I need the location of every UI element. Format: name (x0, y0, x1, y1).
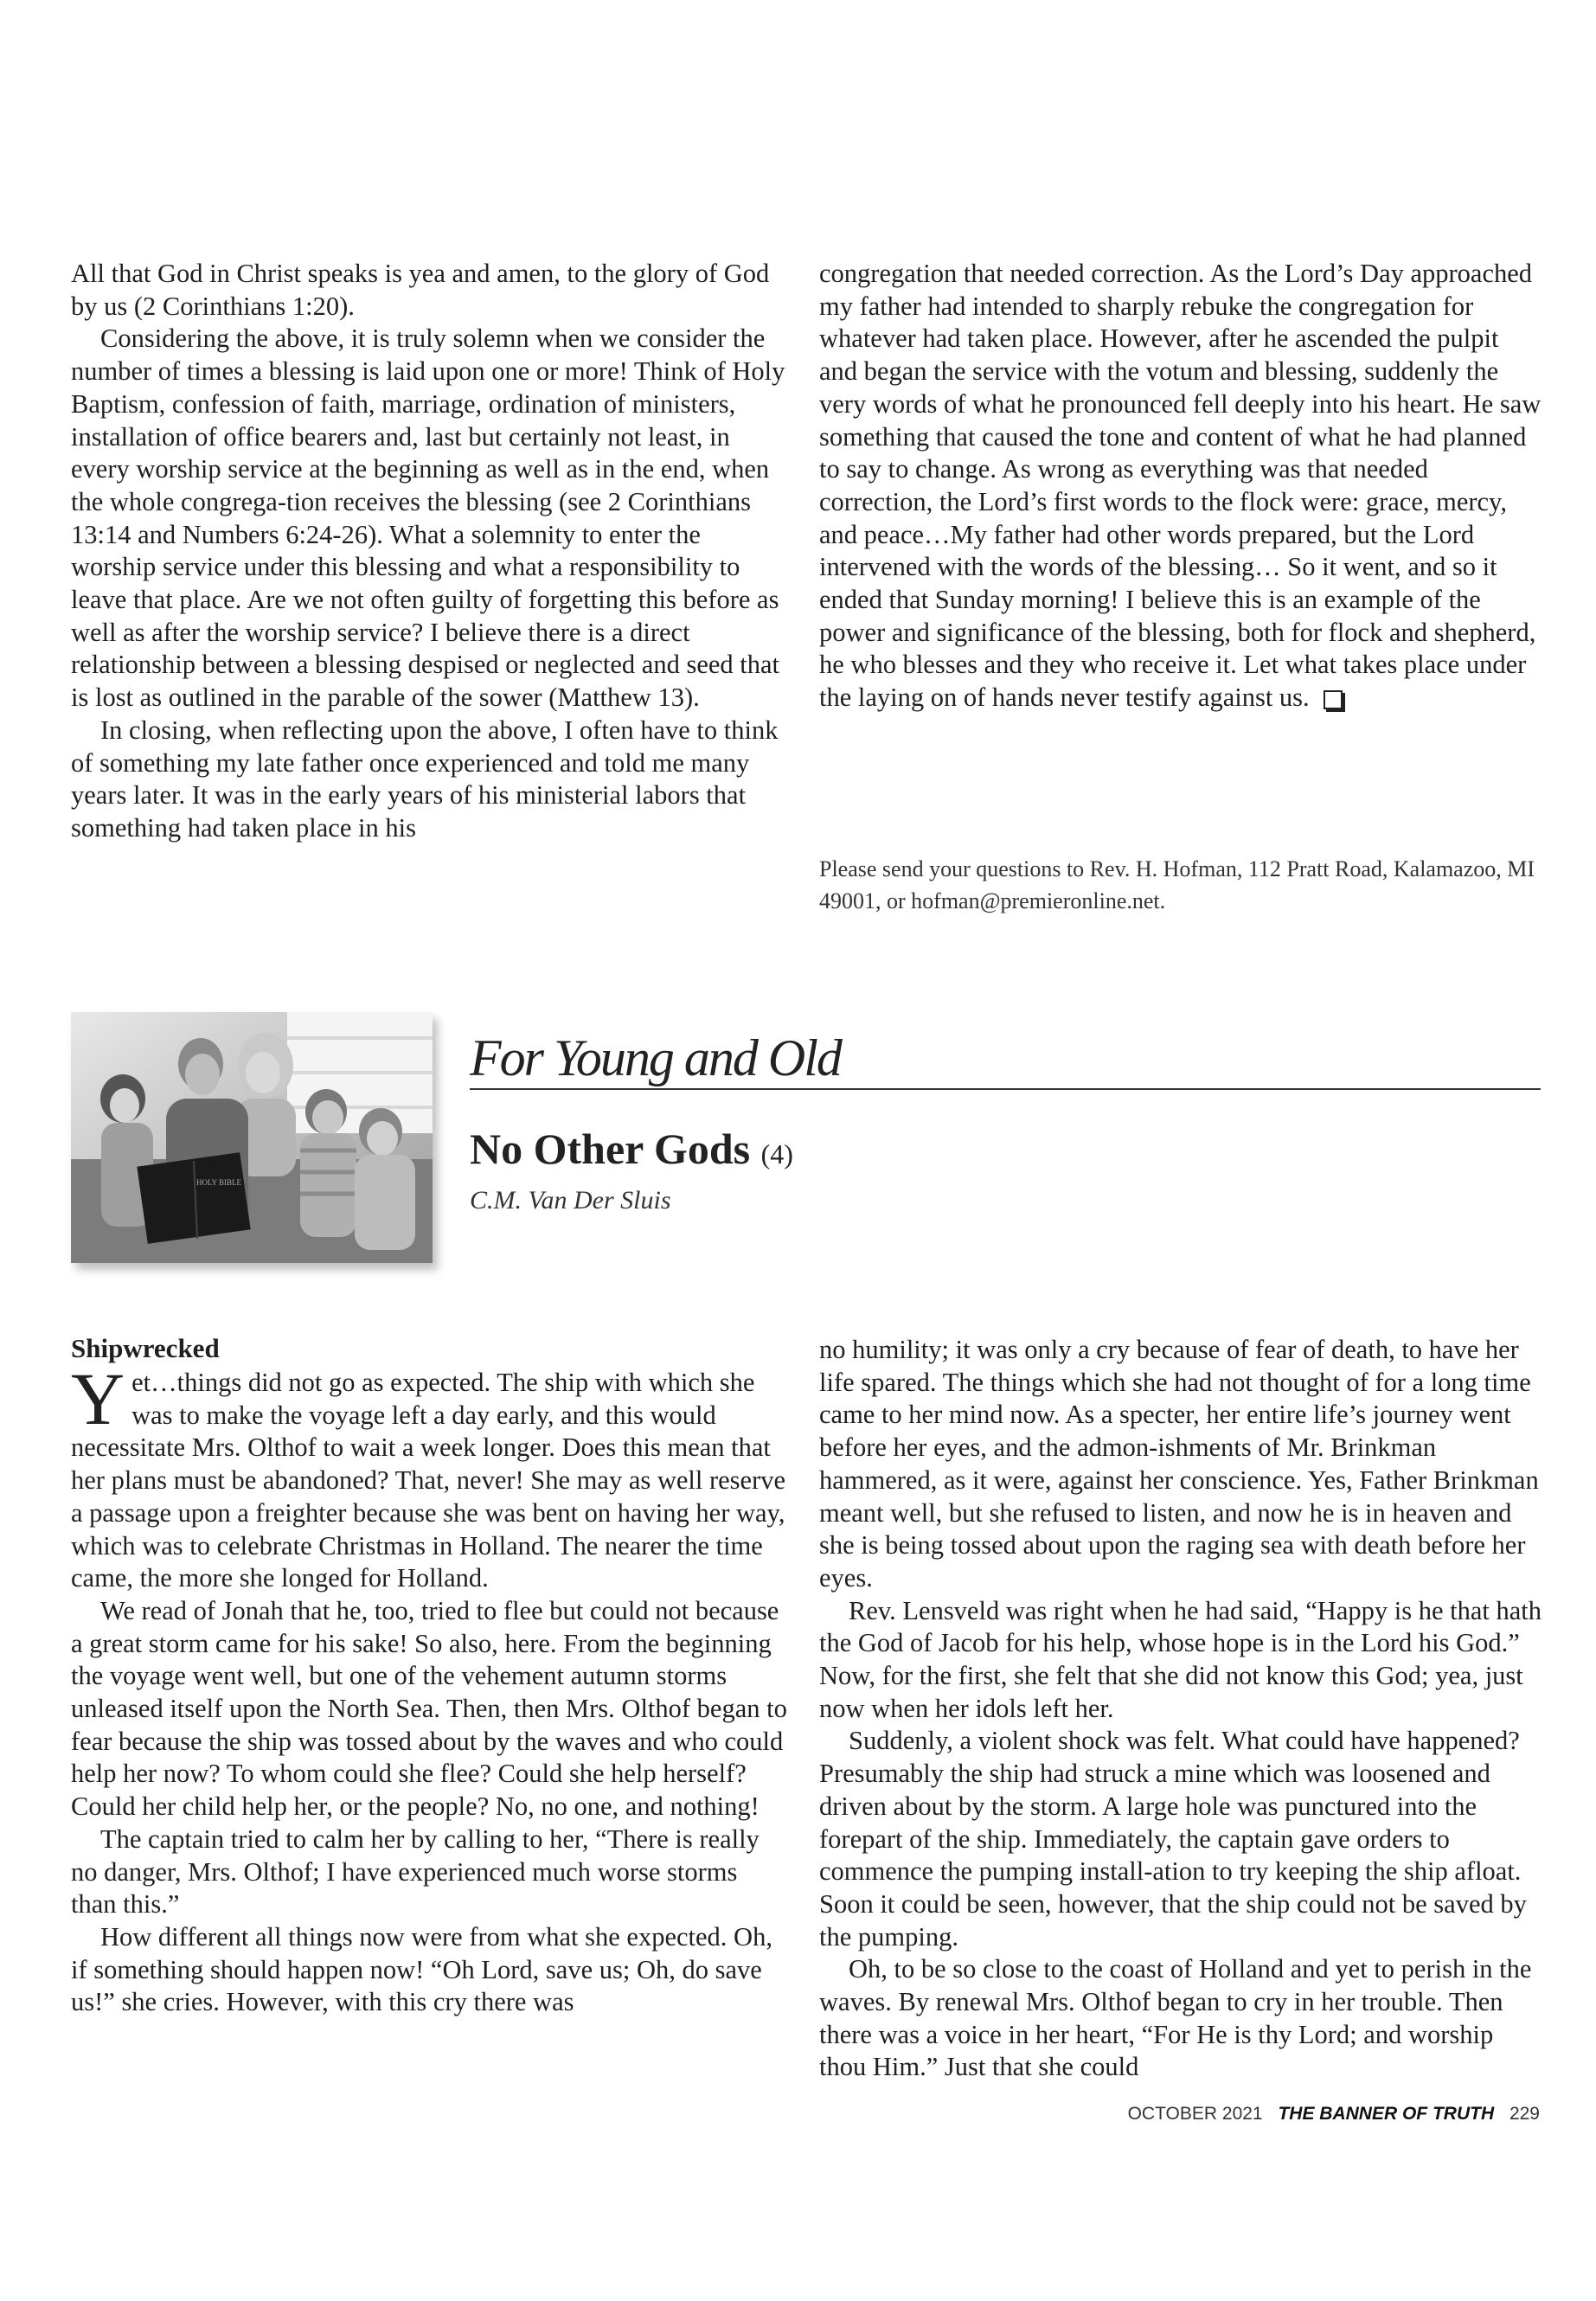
closing-paragraph-text: congregation that needed correction. As the Lord’s Day approached my father had intended to sharply rebuke the congregation for whatever had taken place. However, after he ascended the pulpit and began the service with the votum and blessing, suddenly the very words of what he pronounced fell deeply into his heart. He saw something that caused the tone and content of what he had planned to say to change. As wrong as everything was that needed correction, the Lord’s first words to the flock were: grace, mercy, and peace…My father had other words prepared, but the Lord intervened with the words of the blessing… So it went, and so it ended that Sunday morning! I believe this is an example of the power and significance of the blessing, both for flock and shepherd, he who blesses and they who receive it. Let what takes place under the laying on of hands never testify against us. (819, 259, 1542, 713)
drop-cap: Y (71, 1357, 125, 1440)
paragraph: We read of Jonah that he, too, tried to flee but could not because a great storm came for his sake! So also, here. From the beginning the voyage went well, but one of the vehement autumn storms unleased itself upon the North Sea. Then, then Mrs. Olthof began to fear because the ship was tossed about by the waves and who could help her now? To whom could she flee? Could she help herself? Could her child help her, or the people? No, no one, and nothing! (71, 1595, 787, 1822)
paragraph: Considering the above, it is truly solemn when we consider the number of times a blessing is laid upon one or more! Think of Holy Baptism, confession of faith, marriage, ordination of ministers, installation of office bearers and, last but certainly not least, in every worship service at the beginning as well as in the end, when the whole congrega-tion receives the blessing (see 2 Corinthians 13:14 and Numbers 6:24-26). What a solemnity to enter the worship service under this blessing and what a responsibility to leave that place. Are we not often guilty of forgetting this before as well as after the worship service? I believe there is a direct relationship between a blessing despised or neglected and seed that is lost as outlined in the parable of the sower (Matthew 13). (71, 324, 785, 713)
article-title (470, 1123, 793, 1180)
article-left-column (71, 1332, 789, 2019)
title-rule (470, 1088, 1541, 1090)
end-mark-icon (1324, 690, 1343, 709)
paragraph (819, 258, 1542, 715)
top-right-column (819, 258, 1542, 715)
paragraph (71, 1357, 789, 1595)
article-title-text: No Other Gods (470, 1125, 751, 1173)
paragraph: How different all things now were from what she expected. Oh, if something should happen now! “Oh Lord, save us; Oh, do save us!” she cries. However, with this cry there was (71, 1921, 772, 2017)
paragraph: Rev. Lensveld was right when he had said, “Happy is he that hath the God of Jacob for his help, whose hope is in the Lord his God.” Now, for the first, she felt that she did not know this God; yea, just now when her idols left her. (819, 1595, 1542, 1723)
contact-note: Please send your questions to Rev. H. Hofman, 112 Pratt Road, Kalamazoo, MI 49001, or hofman@premieronline.net. (819, 856, 1535, 913)
paragraph: no humility; it was only a cry because of fear of death, to have her life spared. The things which she had not thought of for a long time came to her mind now. As a specter, her entire life’s journey went before her eyes, and the admon-ishments of Mr. Brinkman hammered, as it were, against her conscience. Yes, Father Brinkman meant well, but she refused to listen, and now he is in heaven and she is being tossed about upon the raging sea with death before her eyes. (819, 1335, 1539, 1593)
top-left-column (71, 258, 789, 845)
paragraph: All that God in Christ speaks is yea and amen, to the glory of God by us (2 Corinthians 1:20). (71, 259, 770, 321)
page-footer (952, 2104, 1540, 2125)
author-byline: C.M. Van Der Sluis (470, 1186, 671, 1215)
family-reading-bible-photo (71, 1012, 433, 1263)
paragraph: Suddenly, a violent shock was felt. What could have happened? Presumably the ship had struck a mine which was loosened and driven about by the storm. A large hole was punctured into the forepart of the ship. Immediately, the captain gave orders to commence the pumping install-ation to try keeping the ship afloat. Soon it could be seen, however, that the ship could not be saved by the pumping. (819, 1726, 1527, 1952)
paragraph: The captain tried to calm her by calling to her, “There is really no danger, Mrs. Olthof; I have experienced much worse storms than this.” (71, 1823, 760, 1920)
article-right-column (819, 1334, 1542, 2084)
page-number: 229 (1509, 2104, 1540, 2124)
article-part-number: (4) (760, 1138, 793, 1170)
section-subheading: Shipwrecked (71, 1333, 220, 1363)
paragraph-text: et…things did not go as expected. The ship with which she was to make the voyage left a day early, and this would necessitate Mrs. Olthof to wait a week longer. Does this mean that her plans must be abandoned? That, never! She may as well reserve a passage upon a freighter because she was bent on having her way, which was to celebrate Christmas in Holland. The nearer the time came, the more she longed for Holland. (71, 1368, 786, 1593)
bible-cover-text: HOLY BIBLE (196, 1178, 242, 1187)
journal-name: THE BANNER OF TRUTH (1278, 2104, 1495, 2124)
column-title: For Young and Old (470, 1029, 841, 1086)
paragraph: Oh, to be so close to the coast of Holland and yet to perish in the waves. By renewal Mrs. Olthof began to cry in her trouble. Then there was a voice in her heart, “For He is thy Lord; and worship thou Him.” Just that she could (819, 1954, 1532, 2082)
issue-date: OCTOBER 2021 (1127, 2104, 1263, 2124)
paragraph: In closing, when reflecting upon the above, I often have to think of something my late father once experienced and told me many years later. It was in the early years of his ministerial labors that something had taken place in his (71, 715, 779, 843)
